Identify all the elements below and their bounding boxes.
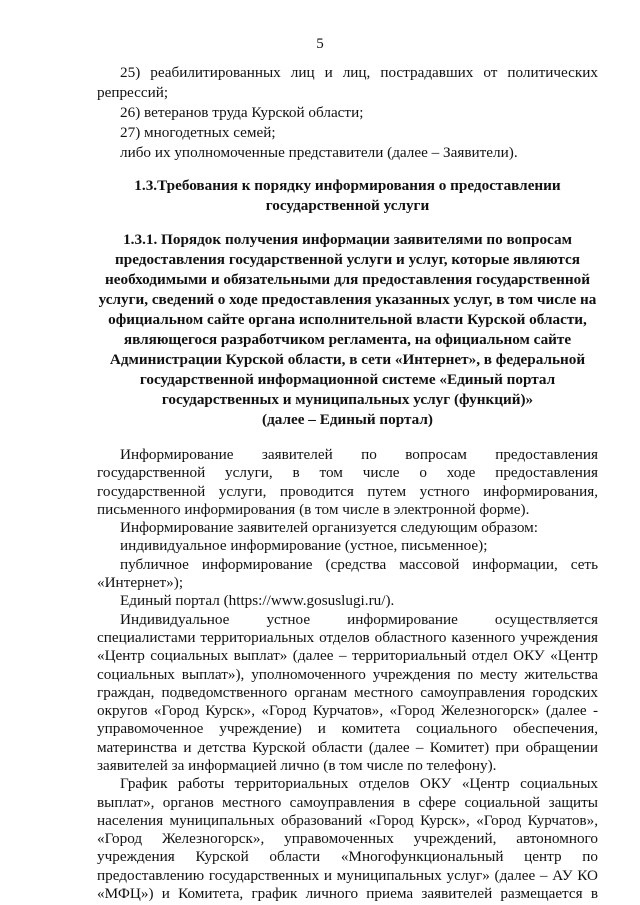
- list-item: 26) ветеранов труда Курской области;: [120, 104, 364, 121]
- subsection-heading: Администрации Курской области, в сети «Интернет», в федеральной: [109, 351, 586, 368]
- section-heading: государственной услуги: [265, 197, 430, 214]
- paragraph-line: материнства и детства Курской области (далее – Комитет) при обращении: [97, 738, 598, 756]
- page-number: 5: [316, 36, 324, 52]
- subsection-heading: (далее – Единый портал): [262, 411, 433, 428]
- paragraph-line: заявителей за информацией лично (в том числе по телефону).: [97, 756, 497, 774]
- paragraph-line: «Центр социальных выплат» (далее – территориальный отдел ОКУ «Центр: [97, 647, 598, 665]
- list-item: публичное информирование (средства массовой информации, сеть: [120, 555, 598, 573]
- paragraph-line: государственной услуги, в том числе о ходе предоставления: [97, 464, 598, 482]
- subsection-heading: государственных и муниципальных услуг (функций)»: [161, 391, 534, 408]
- paragraph-line: округов «Город Курск», «Город Курчатов», «Город Железногорск» (далее -: [97, 702, 598, 720]
- paragraph-line: Индивидуальное устное информирование осуществляется: [120, 610, 598, 628]
- list-item-continuation: «Интернет»);: [97, 574, 184, 592]
- list-item: 25) реабилитированных лиц и лиц, пострадавших от политических: [120, 64, 598, 81]
- paragraph-line: Информирование заявителей организуется следующим образом:: [120, 519, 539, 537]
- paragraph-line: социальных выплат»), уполномоченного учреждения по месту жительства: [97, 665, 598, 683]
- paragraph-line: государственной услуги, проводится путем устного информирования,: [97, 482, 598, 500]
- section-heading: 1.3.Требования к порядку информирования о предоставлении: [134, 177, 561, 194]
- paragraph-line: предоставлению государственных и муниципальных услуг» (далее – АУ КО: [97, 866, 598, 884]
- subsection-heading: 1.3.1. Порядок получения информации заявителями по вопросам: [123, 231, 572, 248]
- paragraph-line: График работы территориальных отделов ОКУ «Центр социальных: [120, 775, 598, 793]
- paragraph-line: «МФЦ») и Комитета, график личного приема заявителей размещается в: [97, 885, 598, 902]
- paragraph-line: населения муниципальных образований «Город Курск», «Город Курчатов»,: [97, 811, 598, 829]
- paragraph-line: управомоченное учреждение) и комитета социального обеспечения,: [97, 720, 598, 738]
- list-item-continuation: репрессий;: [97, 84, 169, 101]
- list-item: индивидуальное информирование (устное, письменное);: [120, 537, 488, 555]
- subsection-heading: услуги, сведений о ходе предоставления указанных услуг, в том числе на: [98, 291, 597, 308]
- paragraph-line: Информирование заявителей по вопросам предоставления: [120, 446, 598, 463]
- paragraph-line: граждан, подведомственного органам местного самоуправления городских: [97, 683, 598, 701]
- paragraph-line: «Город Железногорск», управомоченных учреждений, автономного: [97, 830, 598, 848]
- subsection-heading: предоставления государственной услуги и услуг, которые являются: [115, 251, 580, 268]
- paragraph-line: специалистами территориальных отделов областного казенного учреждения: [97, 628, 598, 646]
- subsection-heading: официальном сайте органа исполнительной власти Курской области,: [108, 311, 587, 328]
- paragraph-line: письменного информирования (в том числе в электронной форме).: [97, 500, 530, 518]
- subsection-heading: необходимыми и обязательными для предоставления государственной: [105, 271, 590, 288]
- list-item: Единый портал (https://www.gosuslugi.ru/).: [120, 592, 395, 610]
- paragraph-line: учреждения Курской области «Многофункциональный центр по: [97, 848, 598, 866]
- list-item: 27) многодетных семей;: [120, 124, 276, 141]
- subsection-heading: являющегося разработчиком регламента, на официальном сайте: [123, 331, 572, 348]
- paragraph-line: либо их уполномоченные представители (далее – Заявители).: [120, 144, 518, 161]
- paragraph-line: выплат», органов местного самоуправления в сфере социальной защиты: [97, 793, 598, 811]
- subsection-heading: государственной информационной системе «Единый портал: [139, 371, 556, 388]
